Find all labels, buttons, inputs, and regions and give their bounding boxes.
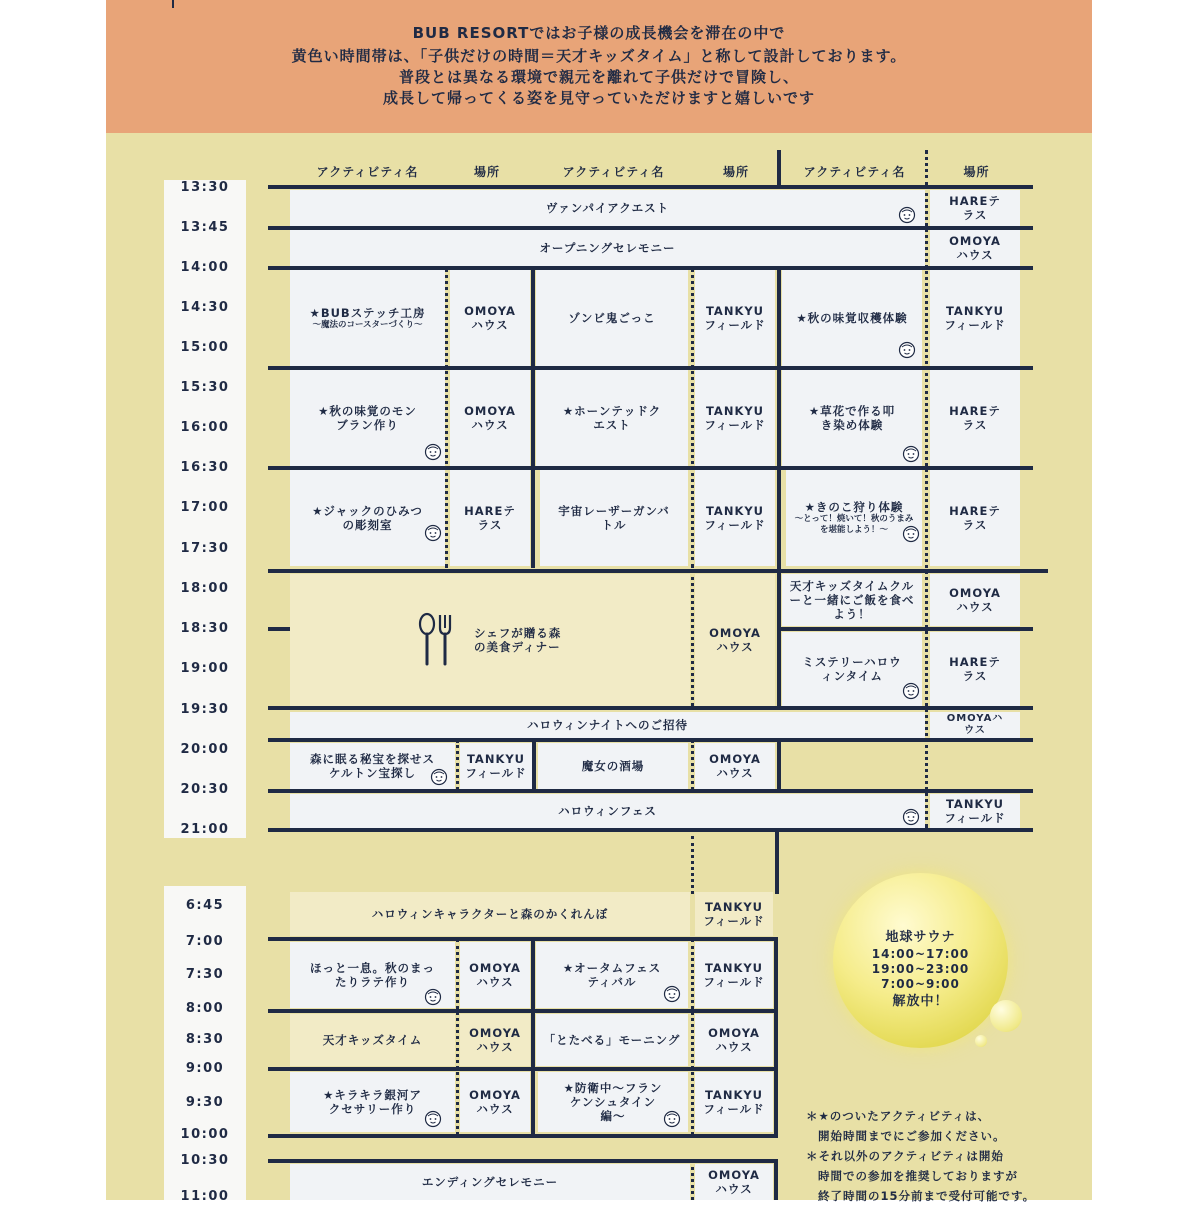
- time-label: 14:30: [180, 300, 230, 315]
- activity-cell: ★草花で作る叩き染め体験: [782, 370, 922, 466]
- activity-cell: ★秋の味覚収穫体験: [782, 270, 922, 366]
- place-cell: HAREテラス: [450, 470, 530, 566]
- time-label: 20:30: [180, 782, 230, 797]
- grid-line: [268, 366, 1033, 370]
- grid-dotted: [925, 186, 928, 706]
- time-label: 21:00: [180, 822, 230, 837]
- time-label: 16:30: [180, 460, 230, 475]
- activity-cell: ハロウィンフェス: [290, 794, 925, 828]
- grid-line: [268, 828, 1033, 832]
- activity-cell: 天才キッズタイム: [290, 1014, 455, 1066]
- grid-vline: [775, 832, 779, 894]
- time-label: 8:00: [185, 1001, 225, 1016]
- kid-face-icon: [663, 985, 681, 1003]
- time-label: 11:00: [180, 1189, 230, 1204]
- grid-dotted: [456, 939, 459, 1135]
- place-cell: TANKYUフィールド: [930, 794, 1020, 828]
- kid-face-icon: [424, 988, 442, 1006]
- header-line-2: 黄色い時間帯は、「子供だけの時間＝天才キッズタイム」と称して設計しております。: [291, 47, 907, 65]
- place-cell: TANKYUフィールド: [695, 892, 773, 936]
- place-cell: OMOYAハウス: [460, 942, 530, 1008]
- header-line-1: BUB RESORTではお子様の成長機会を滞在の中で: [412, 24, 786, 42]
- activity-cell: オープニングセレモニー: [290, 230, 925, 266]
- place-cell: TANKYUフィールド: [695, 270, 775, 366]
- time-label: 15:00: [180, 340, 230, 355]
- place-cell: TANKYUフィールド: [695, 370, 775, 466]
- activity-cell: ★ジャックのひみつの彫刻室: [290, 470, 445, 566]
- place-cell: OMOYAハウス: [450, 270, 530, 366]
- time-label: 10:00: [180, 1127, 230, 1142]
- grid-line: [268, 706, 1033, 710]
- sauna-time: 7:00~9:00: [881, 977, 960, 991]
- place-cell: OMOYAハウス: [930, 712, 1020, 738]
- col-place-2: 場所: [722, 165, 749, 179]
- place-cell: OMOYAハウス: [460, 1014, 530, 1066]
- place-cell: OMOYAハウス: [695, 743, 775, 789]
- activity-cell: ほっと一息。秋のまったりラテ作り: [290, 942, 455, 1008]
- note-line: ＊★のついたアクティビティは、: [806, 1109, 991, 1123]
- kid-face-icon: [902, 525, 920, 543]
- col-activity-3: アクティビティ名: [803, 165, 906, 179]
- time-label: 16:00: [180, 420, 230, 435]
- col-place-3: 場所: [963, 165, 990, 179]
- grid-line: [268, 185, 1033, 189]
- activity-cell: ハロウィンナイトへのご招待: [290, 712, 925, 738]
- time-label: 19:00: [180, 661, 230, 676]
- time-label: 19:30: [180, 702, 230, 717]
- place-cell: TANKYUフィールド: [460, 743, 532, 789]
- time-label: 7:30: [185, 967, 225, 982]
- note-line: 終了時間の15分前まで受付可能です。: [818, 1189, 1036, 1203]
- grid-line: [268, 738, 1033, 742]
- activity-cell-dinner: シェフが贈る森の美食ディナー: [290, 574, 690, 706]
- grid-dotted: [445, 268, 448, 568]
- kid-face-icon: [424, 443, 442, 461]
- kid-face-icon: [898, 206, 916, 224]
- sauna-status: 解放中！: [892, 994, 949, 1009]
- fork-spoon-icon: [416, 612, 456, 668]
- activity-cell: ★オータムフェスティバル: [536, 942, 688, 1008]
- grid-dotted: [456, 740, 459, 790]
- place-cell: OMOYAハウス: [930, 574, 1020, 626]
- activity-cell: ★秋の味覚のモンブラン作り: [290, 370, 445, 466]
- col-activity-1: アクティビティ名: [316, 165, 419, 179]
- place-cell: TANKYUフィールド: [930, 270, 1020, 366]
- place-cell: OMOYAハウス: [930, 230, 1020, 266]
- activity-cell: ゾンビ鬼ごっこ: [536, 270, 688, 366]
- grid-line: [268, 226, 1033, 230]
- kid-face-icon: [424, 524, 442, 542]
- grid-dotted: [691, 836, 694, 894]
- sauna-time: 19:00~23:00: [871, 962, 970, 976]
- time-label: 10:30: [180, 1153, 230, 1168]
- grid-line: [268, 1159, 778, 1163]
- activity-cell: 宇宙レーザーガンバトル: [540, 470, 688, 566]
- grid-dotted: [691, 939, 694, 1135]
- header-line-3: 普段とは異なる環境で親元を離れて子供だけで冒険し、: [398, 68, 799, 86]
- place-cell: HAREテラス: [930, 190, 1020, 226]
- time-label: 13:45: [180, 220, 230, 235]
- grid-line: [268, 1067, 778, 1071]
- activity-cell: 森に眠る秘宝を探せスケルトン宝探し: [290, 743, 455, 789]
- note-line: 開始時間までにご参加ください。: [818, 1129, 1006, 1143]
- place-cell: OMOYAハウス: [695, 1164, 773, 1200]
- grid-vline: [774, 1160, 778, 1200]
- kid-face-icon: [902, 445, 920, 463]
- place-cell: OMOYAハウス: [460, 1072, 530, 1132]
- place-cell: OMOYAハウス: [695, 1014, 773, 1066]
- place-cell: OMOYAハウス: [450, 370, 530, 466]
- place-cell: HAREテラス: [930, 370, 1020, 466]
- activity-cell: ★防衛中〜フランケンシュタイン編〜: [538, 1072, 688, 1132]
- kid-face-icon: [424, 1110, 442, 1128]
- kid-face-icon: [902, 682, 920, 700]
- grid-dotted: [691, 268, 694, 568]
- activity-cell: 天才キッズタイムクルーと一緒にご飯を食べよう！: [782, 574, 922, 626]
- grid-tick: [268, 627, 290, 631]
- grid-vline: [532, 740, 536, 790]
- time-label: 6:45: [185, 898, 225, 913]
- time-label: 9:30: [185, 1095, 225, 1110]
- time-label: 17:00: [180, 500, 230, 515]
- grid-dotted: [925, 708, 928, 828]
- activity-cell: ★ホーンテッドクエスト: [536, 370, 688, 466]
- grid-dotted: [691, 1160, 694, 1200]
- note-line: ＊それ以外のアクティビティは開始: [806, 1149, 1004, 1163]
- kid-face-icon: [902, 808, 920, 826]
- grid-dotted: [691, 570, 694, 706]
- kid-face-icon: [898, 341, 916, 359]
- grid-vline: [777, 740, 781, 790]
- grid-vline: [531, 268, 535, 568]
- activity-cell: 「とたべる」モーニング: [536, 1014, 688, 1066]
- time-label: 14:00: [180, 260, 230, 275]
- grid-line: [268, 789, 1033, 793]
- col-divider-dotted: [925, 150, 928, 186]
- activity-cell: 魔女の酒場: [538, 743, 688, 789]
- header-tick: [172, 0, 174, 8]
- note-line: 時間での参加を推奨しておりますが: [818, 1169, 1018, 1183]
- time-label: 17:30: [180, 541, 230, 556]
- time-label: 18:00: [180, 581, 230, 596]
- grid-line: [780, 627, 1033, 631]
- sauna-title: 地球サウナ: [885, 930, 956, 945]
- time-label: 8:30: [185, 1032, 225, 1047]
- col-place-1: 場所: [473, 165, 500, 179]
- activity-cell: ★きのこ狩り体験 〜とって！焼いて！秋のうまみを堪能しよう！〜: [786, 470, 922, 566]
- sauna-info: [833, 930, 1008, 1009]
- grid-vline: [774, 939, 778, 1135]
- time-label: 15:30: [180, 380, 230, 395]
- grid-vline: [777, 268, 781, 708]
- col-activity-2: アクティビティ名: [562, 165, 665, 179]
- grid-line: [268, 466, 1033, 470]
- col-divider: [777, 150, 781, 186]
- activity-cell: ハロウィンキャラクターと森のかくれんぼ: [290, 892, 690, 936]
- grid-line: [268, 266, 1033, 270]
- time-label: 20:00: [180, 742, 230, 757]
- grid-line: [268, 937, 778, 941]
- time-label: 18:30: [180, 621, 230, 636]
- activity-cell: エンディングセレモニー: [290, 1164, 690, 1200]
- grid-dotted: [691, 740, 694, 790]
- place-cell: HAREテラス: [930, 632, 1020, 706]
- place-cell: HAREテラス: [930, 470, 1020, 566]
- time-label: 7:00: [185, 934, 225, 949]
- activity-cell: ヴァンパイアクエスト: [290, 190, 925, 226]
- sauna-time: 14:00~17:00: [871, 947, 970, 961]
- grid-line: [268, 569, 1048, 573]
- small-bubble: [975, 1035, 987, 1047]
- activity-cell: ミステリーハロウィンタイム: [782, 632, 922, 706]
- place-cell: OMOYAハウス: [695, 574, 775, 706]
- place-cell: TANKYUフィールド: [695, 1072, 773, 1132]
- grid-vline: [531, 939, 535, 1135]
- place-cell: TANKYUフィールド: [695, 470, 775, 566]
- activity-cell: ★BUBステッチ工房 〜魔法のコースターづくり〜: [290, 270, 445, 366]
- grid-line: [268, 1134, 778, 1138]
- kid-face-icon: [663, 1110, 681, 1128]
- notes: [806, 1106, 1086, 1206]
- activity-cell: ★キラキラ銀河アクセサリー作り: [290, 1072, 455, 1132]
- place-cell: TANKYUフィールド: [695, 942, 773, 1008]
- time-label: 9:00: [185, 1061, 225, 1076]
- kid-face-icon: [430, 768, 448, 786]
- time-label: 13:30: [180, 180, 230, 195]
- header-line-4: 成長して帰ってくる姿を見守っていただけますと嬉しいです: [382, 89, 815, 107]
- grid-line: [268, 1009, 778, 1013]
